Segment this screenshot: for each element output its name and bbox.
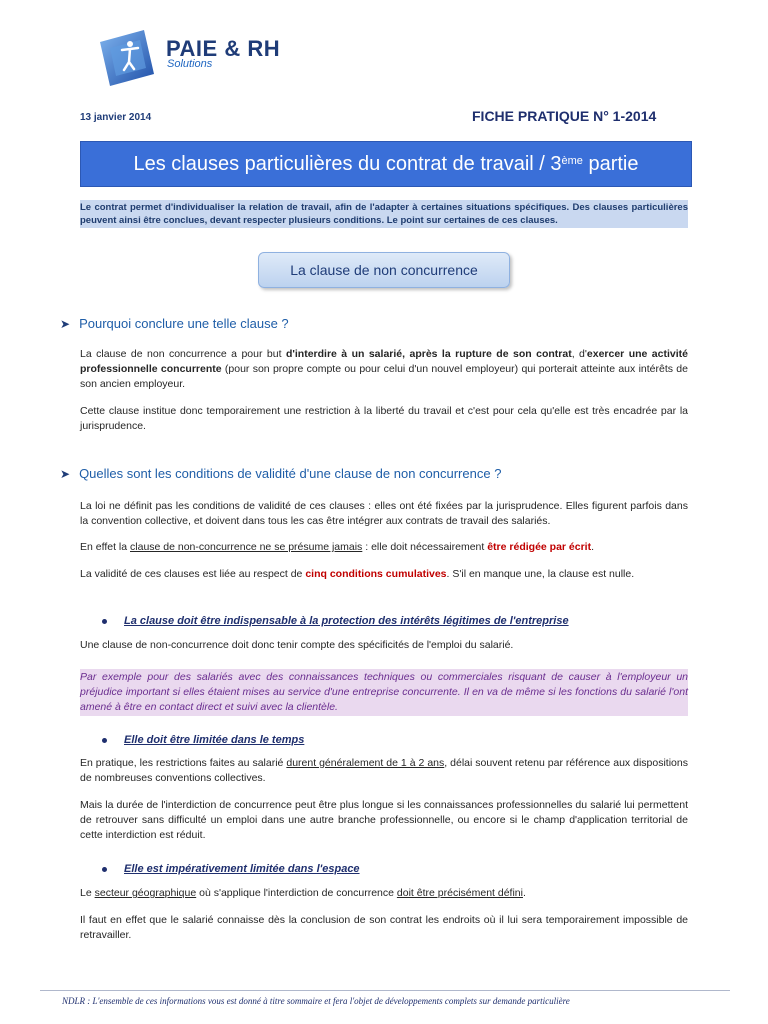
- arrow-bullet-icon: ➤: [60, 316, 71, 331]
- condition-3-paragraph-2: Il faut en effet que le salarié connaisse dès la conclusion de son contrat les endroits où il lui sera temporairement impossible de retravailler.: [80, 914, 688, 941]
- q2-paragraph-3: La validité de ces clauses est liée au respect de cinq conditions cumulatives. S'il en manque une, la clause est nulle.: [80, 568, 635, 580]
- title-end: partie: [582, 152, 639, 175]
- logo-text: PAIE & RH: [166, 36, 281, 61]
- condition-1-paragraph: Une clause de non-concurrence doit donc tenir compte des spécificités de l'emploi du salarié.: [80, 639, 514, 651]
- q2-paragraph-2: En effet la clause de non-concurrence ne se présume jamais : elle doit nécessairement être rédigée par écrit.: [80, 541, 595, 553]
- fiche-number: FICHE PRATIQUE N° 1-2014: [472, 108, 657, 124]
- title-superscript: ème: [561, 155, 583, 167]
- bullet-dot-icon: [102, 867, 107, 872]
- intro-summary: Le contrat permet d'individualiser la relation de travail, afin de l'adapter à certaines situations spécifiques. Des clauses particulières peuvent ainsi être conclues, devant respecter plusieurs conditions. Le point sur certaines de ces clauses.: [80, 202, 688, 226]
- condition-2-heading: Elle doit être limitée dans le temps: [102, 734, 304, 746]
- bullet-dot-icon: [102, 738, 107, 743]
- q2-paragraph-1: La loi ne définit pas les conditions de validité de ces clauses : elles ont été fixées par la jurisprudence. Elles figurent parfois dans la convention collective, et doivent dans tous les cas être intégrer aux contrats de travail des salariés.: [80, 500, 688, 527]
- condition-3-heading: Elle est impérativement limitée dans l'espace: [102, 863, 360, 875]
- question-heading-1-text: Pourquoi conclure une telle clause ?: [79, 316, 289, 331]
- question-heading-1: [60, 316, 289, 331]
- q1-paragraph-1: La clause de non concurrence a pour but d'interdire à un salarié, après la rupture de son contrat, d'exercer une activité professionnelle concurrente (pour son propre compte ou pour celui d'un nouvel employeur) qui porterait atteinte aux intérêts de son ancien employeur.: [80, 348, 688, 390]
- condition-2-paragraph-1: En pratique, les restrictions faites au salarié durent généralement de 1 à 2 ans, délai souvent retenu par référence aux dispositions de nombreuses conventions collectives.: [80, 757, 688, 784]
- question-heading-2: [60, 466, 501, 481]
- condition-1-heading: La clause doit être indispensable à la protection des intérêts légitimes de l'entreprise: [102, 615, 569, 627]
- example-box: Par exemple pour des salariés avec des connaissances techniques ou commerciales risquant de causer à l'employeur un préjudice important si elles étaient mises au service d'une entreprise concurrente. Il en va de même si les fonctions du salarié l'ont amené à être en contact direct et suivi avec la clientèle.: [80, 669, 688, 716]
- condition-3-paragraph-1: Le secteur géographique où s'applique l'interdiction de concurrence doit être précisément défini.: [80, 887, 526, 899]
- bullet-dot-icon: [102, 619, 107, 624]
- footer-note: NDLR : L'ensemble de ces informations vous est donné à titre sommaire et fera l'objet de développements complets sur demande particulière: [62, 996, 570, 1006]
- condition-2-paragraph-2: Mais la durée de l'interdiction de concurrence peut être plus longue si les connaissances professionnelles du salarié lui permettent de retrouver sans difficulté un emploi dans une autre branche professionnelle, ou encore si le champ d'application territorial de cette interdiction est réduit.: [80, 799, 688, 841]
- q1-paragraph-2: Cette clause institue donc temporairement une restriction à la liberté du travail et c'est pour cela qu'elle est très encadrée par la jurisprudence.: [80, 405, 688, 432]
- document-date: 13 janvier 2014: [80, 112, 152, 123]
- footer-divider: [40, 990, 730, 991]
- title-main: Les clauses particulières du contrat de travail / 3: [133, 152, 562, 175]
- section-box-title: La clause de non concurrence: [258, 252, 510, 288]
- logo-icon: [96, 28, 158, 90]
- arrow-bullet-icon: ➤: [60, 466, 71, 481]
- logo-subtitle: Solutions: [167, 58, 213, 70]
- page-title: [80, 141, 692, 187]
- question-heading-2-text: Quelles sont les conditions de validité d'une clause de non concurrence ?: [79, 466, 502, 481]
